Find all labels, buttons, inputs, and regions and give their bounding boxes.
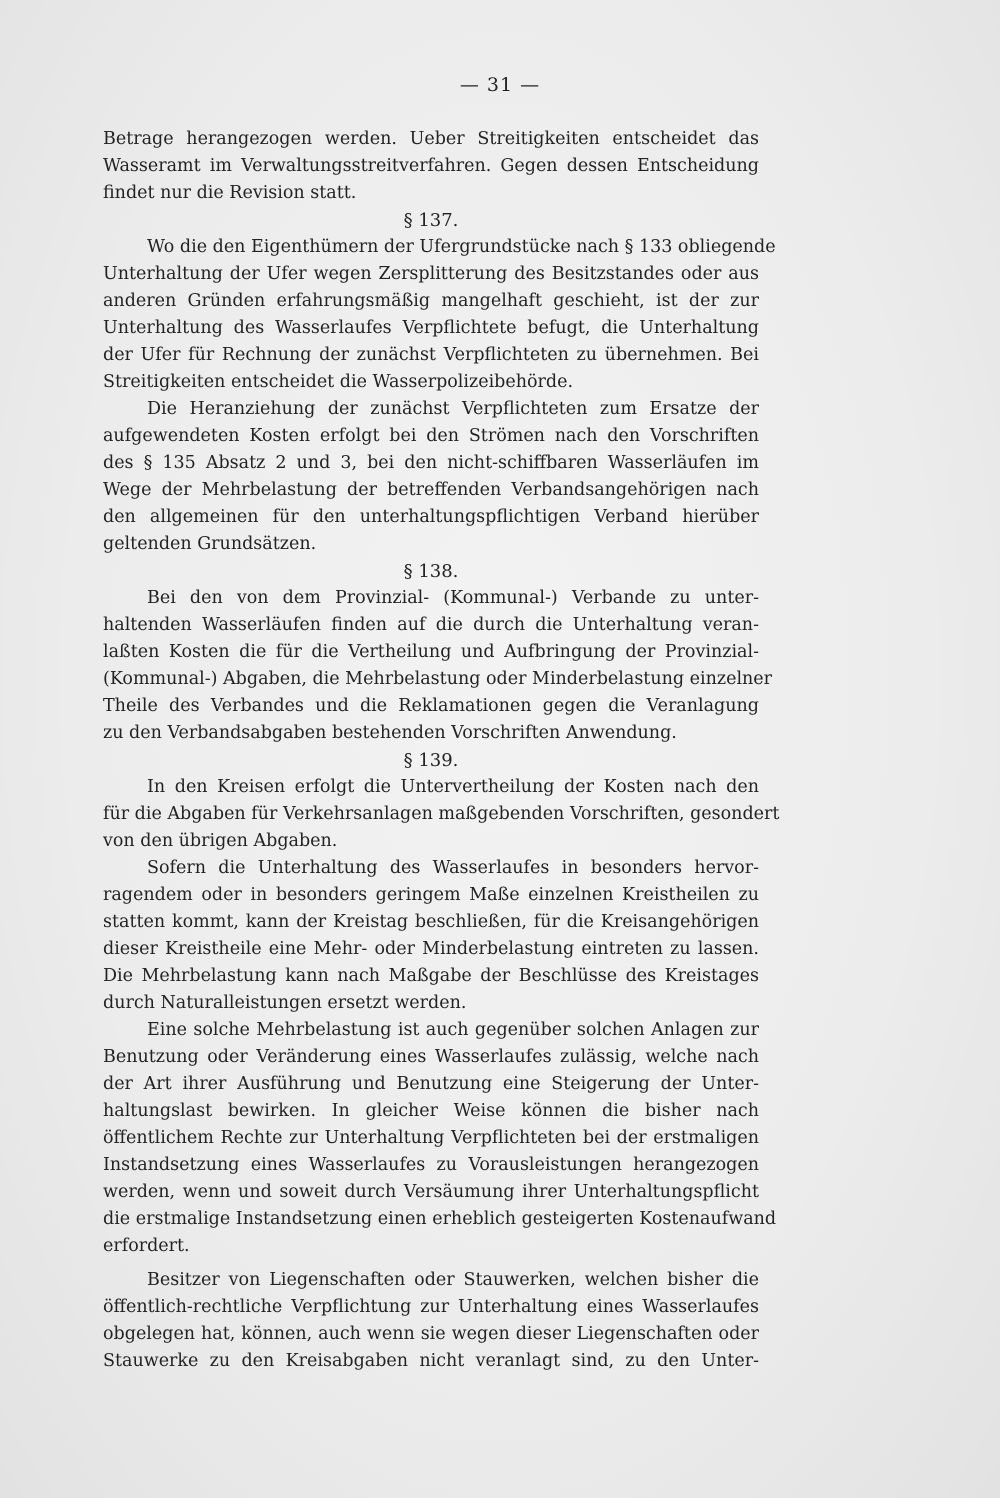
page-number-header: — 31 — — [459, 74, 541, 96]
text-line: für die Abgaben für Verkehrsanlagen maßgebenden Vorschriften, gesondert — [103, 804, 780, 824]
text-line: Betrage herangezogen werden. Ueber Streitigkeiten entscheidet das — [103, 129, 759, 149]
text-line: obgelegen hat, können, auch wenn sie wegen dieser Liegenschaften oder — [103, 1324, 759, 1344]
text-line: öffentlichem Rechte zur Unterhaltung Verpflichteten bei der erstmaligen — [103, 1128, 759, 1148]
text-line: Eine solche Mehrbelastung ist auch gegenüber solchen Anlagen zur — [147, 1020, 759, 1040]
paragraph-gap — [103, 1260, 759, 1267]
text-line: findet nur die Revision statt. — [103, 183, 357, 203]
text-line: Wege der Mehrbelastung der betreffenden Verbandsangehörigen nach — [103, 480, 759, 500]
text-line: Bei den von dem Provinzial- (Kommunal-) Verbande zu unter- — [147, 588, 759, 608]
text-line: Wasseramt im Verwaltungsstreitverfahren. Gegen dessen Entscheidung — [103, 156, 759, 176]
paragraph — [103, 396, 759, 558]
paragraph — [103, 126, 759, 207]
text-line: In den Kreisen erfolgt die Untervertheilung der Kosten nach den — [147, 777, 759, 797]
text-line: von den übrigen Abgaben. — [103, 831, 338, 851]
text-line: geltenden Grundsätzen. — [103, 534, 317, 554]
paragraph — [103, 234, 776, 396]
text-line: Unterhaltung der Ufer wegen Zersplitterung des Besitzstandes oder aus — [103, 264, 759, 284]
text-line: Streitigkeiten entscheidet die Wasserpolizeibehörde. — [103, 372, 574, 392]
text-line: Benutzung oder Veränderung eines Wasserlaufes zulässig, welche nach — [103, 1047, 759, 1067]
section-heading: § 139. — [403, 750, 459, 771]
paragraph — [103, 855, 759, 1017]
text-line: aufgewendeten Kosten erfolgt bei den Strömen nach den Vorschriften — [103, 426, 759, 446]
text-line: Instandsetzung eines Wasserlaufes zu Vorausleistungen herangezogen — [103, 1155, 759, 1175]
text-line: dieser Kreistheile eine Mehr- oder Minderbelastung eintreten zu lassen. — [103, 939, 759, 959]
paragraph — [103, 1017, 777, 1260]
text-line: Sofern die Unterhaltung des Wasserlaufes in besonders hervor- — [147, 858, 759, 878]
section-heading: § 137. — [403, 210, 459, 231]
paragraph — [103, 774, 780, 855]
text-line: (Kommunal-) Abgaben, die Mehrbelastung oder Minderbelastung einzelner — [103, 669, 773, 689]
text-line: die erstmalige Instandsetzung einen erheblich gesteigerten Kostenaufwand — [103, 1209, 777, 1229]
text-line: der Art ihrer Ausführung und Benutzung eine Steigerung der Unter- — [103, 1074, 759, 1094]
text-line: den allgemeinen für den unterhaltungspflichtigen Verband hierüber — [103, 507, 759, 527]
text-line: statten kommt, kann der Kreistag beschließen, für die Kreisangehörigen — [103, 912, 759, 932]
text-line: werden, wenn und soweit durch Versäumung ihrer Unterhaltungspflicht — [103, 1182, 759, 1202]
text-line: haltenden Wasserläufen finden auf die durch die Unterhaltung veran- — [103, 615, 759, 635]
text-line: durch Naturalleistungen ersetzt werden. — [103, 993, 467, 1013]
text-line: anderen Gründen erfahrungsmäßig mangelhaft geschieht, ist der zur — [103, 291, 759, 311]
document-body — [103, 126, 780, 1375]
text-line: Die Mehrbelastung kann nach Maßgabe der Beschlüsse des Kreistages — [103, 966, 759, 986]
text-line: des § 135 Absatz 2 und 3, bei den nicht-schiffbaren Wasserläufen im — [103, 453, 759, 473]
text-line: ragendem oder in besonders geringem Maße einzelnen Kreistheilen zu — [103, 885, 759, 905]
text-line: Die Heranziehung der zunächst Verpflichteten zum Ersatze der — [147, 399, 759, 419]
paragraph — [103, 585, 773, 747]
text-line: Unterhaltung des Wasserlaufes Verpflichtete befugt, die Unterhaltung — [103, 318, 759, 338]
text-line: Wo die den Eigenthümern der Ufergrundstücke nach § 133 obliegende — [147, 237, 776, 257]
text-line: der Ufer für Rechnung der zunächst Verpflichteten zu übernehmen. Bei — [103, 345, 759, 365]
section-heading: § 138. — [403, 561, 459, 582]
text-line: Besitzer von Liegenschaften oder Stauwerken, welchen bisher die — [147, 1270, 759, 1290]
text-line: Theile des Verbandes und die Reklamationen gegen die Veranlagung — [103, 696, 759, 716]
text-line: erfordert. — [103, 1236, 190, 1256]
text-line: zu den Verbandsabgaben bestehenden Vorschriften Anwendung. — [103, 723, 677, 743]
text-line: haltungslast bewirken. In gleicher Weise können die bisher nach — [103, 1101, 759, 1121]
text-line: Stauwerke zu den Kreisabgaben nicht veranlagt sind, zu den Unter- — [103, 1351, 759, 1371]
paragraph — [103, 1267, 759, 1375]
text-line: laßten Kosten die für die Vertheilung und Aufbringung der Provinzial- — [103, 642, 759, 662]
text-line: öffentlich-rechtliche Verpflichtung zur Unterhaltung eines Wasserlaufes — [103, 1297, 759, 1317]
